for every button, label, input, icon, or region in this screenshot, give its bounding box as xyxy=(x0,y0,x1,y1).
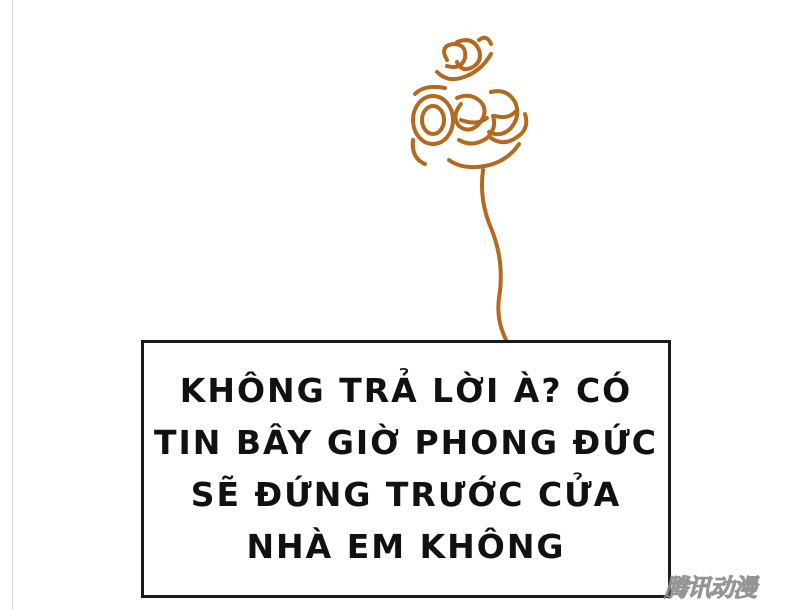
speech-text xyxy=(154,365,658,573)
panel-border xyxy=(0,0,13,610)
speech-bubble xyxy=(141,340,671,598)
speech-line: NHÀ EM KHÔNG xyxy=(246,527,566,566)
watermark-logo: 腾讯动漫 xyxy=(664,574,756,602)
speech-line: KHÔNG TRẢ LỜI À? CÓ xyxy=(179,371,633,410)
speech-line: SẼ ĐỨNG TRƯỚC CỬA xyxy=(190,475,622,514)
sound-effect-drawing xyxy=(395,20,595,360)
speech-line: TIN BÂY GIỜ PHONG ĐỨC xyxy=(154,423,658,462)
sound-effect xyxy=(395,20,595,360)
